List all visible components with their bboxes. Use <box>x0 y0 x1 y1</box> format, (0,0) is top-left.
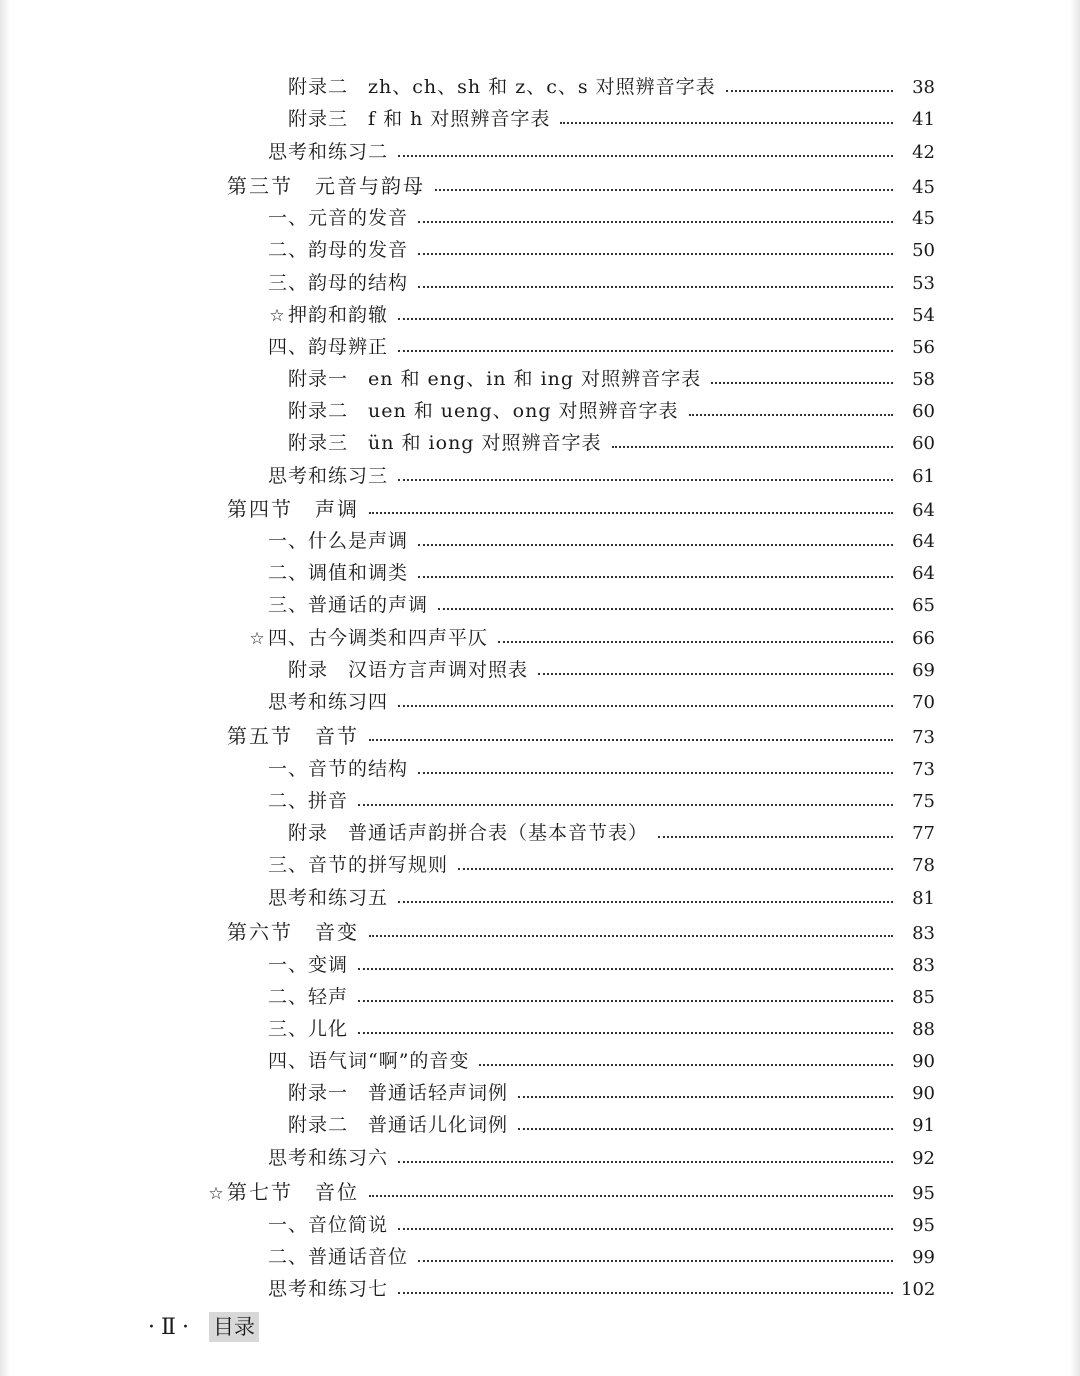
toc-appendix-entry <box>266 70 935 104</box>
toc-appendix-entry <box>266 362 935 396</box>
toc-entry-title: 一、元音的发音 <box>268 207 409 229</box>
toc-entry-title: 附录二 zh、ch、sh 和 z、c、s 对照辨音字表 <box>288 76 716 98</box>
toc-entry-title: 三、儿化 <box>268 1018 349 1040</box>
toc-page-number: 78 <box>912 855 935 876</box>
star-icon: ☆ <box>249 629 265 649</box>
toc-entry <box>246 135 935 169</box>
dot-leader <box>518 1128 893 1130</box>
dot-leader <box>418 544 893 546</box>
toc-entry <box>246 752 935 786</box>
toc-page-number: 95 <box>912 1183 935 1204</box>
toc-entry-title: 一、变调 <box>268 954 349 976</box>
dot-leader <box>418 576 893 578</box>
toc-page-number: 95 <box>912 1215 935 1236</box>
toc-entry-title: 附录三 f 和 h 对照辨音字表 <box>288 108 551 130</box>
dot-leader <box>358 968 893 970</box>
toc-page-number: 83 <box>912 955 935 976</box>
dot-leader <box>369 935 893 937</box>
toc-entry <box>246 980 935 1014</box>
dot-leader <box>369 1195 893 1197</box>
dot-leader <box>518 1096 893 1098</box>
dot-leader <box>438 608 893 610</box>
toc-appendix-entry <box>266 426 935 460</box>
toc-page-number: 53 <box>912 273 935 294</box>
dot-leader <box>612 446 893 448</box>
toc-section-entry <box>205 915 935 949</box>
toc-page-number: 70 <box>912 692 935 713</box>
dot-leader <box>398 318 893 320</box>
star-icon: ☆ <box>208 1184 224 1204</box>
toc-page-number: 102 <box>901 1279 936 1300</box>
toc-page-number: 83 <box>912 923 935 944</box>
toc-page-number: 81 <box>912 888 935 909</box>
toc-page-number: 92 <box>912 1148 935 1169</box>
toc-entry-title: 二、拼音 <box>268 790 349 812</box>
toc-entry-title: 二、韵母的发音 <box>268 239 409 261</box>
toc-entry-title: 二、调值和调类 <box>268 562 409 584</box>
dot-leader <box>358 1000 893 1002</box>
toc-entry-title: 三、音节的拼写规则 <box>268 854 449 876</box>
dot-leader <box>418 253 893 255</box>
page-footer <box>148 1312 259 1342</box>
toc-entry-title: 思考和练习六 <box>268 1147 389 1169</box>
toc-entry <box>246 881 935 915</box>
toc-section-entry <box>205 169 935 203</box>
toc-entry-title: 附录二 普通话儿化词例 <box>288 1114 509 1136</box>
toc-page-number: 60 <box>912 401 935 422</box>
toc-entry-title: 二、普通话音位 <box>268 1246 409 1268</box>
toc-page-number: 88 <box>912 1019 935 1040</box>
toc-entry-title: 附录一 en 和 eng、in 和 ing 对照辨音字表 <box>288 368 702 390</box>
dot-leader <box>398 155 893 157</box>
toc-page-number: 99 <box>912 1247 935 1268</box>
dot-leader <box>658 836 893 838</box>
toc-entry <box>246 621 935 655</box>
toc-entry-title: 思考和练习三 <box>268 465 389 487</box>
toc-page-number: 45 <box>912 208 935 229</box>
dot-leader <box>689 414 893 416</box>
toc-page-number: 64 <box>912 563 935 584</box>
toc-entry-title: 押韵和韵辙 <box>288 304 389 326</box>
toc-page-number: 58 <box>912 369 935 390</box>
page-number: ·Ⅱ· <box>148 1314 195 1340</box>
toc-page-number: 73 <box>912 759 935 780</box>
toc-entry <box>246 524 935 558</box>
toc-page-number: 38 <box>912 77 935 98</box>
toc-entry-title: 三、韵母的结构 <box>268 272 409 294</box>
toc-page-number: 69 <box>912 660 935 681</box>
toc-entry-title: 思考和练习二 <box>268 141 389 163</box>
dot-leader <box>418 286 893 288</box>
toc-section-entry <box>205 492 935 526</box>
toc-entry-title: 第五节 音节 <box>227 724 359 748</box>
dot-leader <box>398 1161 893 1163</box>
toc-entry-title: 四、语气词“啊”的音变 <box>268 1050 470 1072</box>
toc-entry <box>246 784 935 818</box>
toc-page-number: 61 <box>912 466 935 487</box>
toc-entry-title: 一、什么是声调 <box>268 530 409 552</box>
toc-page-number: 42 <box>912 142 935 163</box>
toc-entry <box>246 1044 935 1078</box>
toc-page-number: 91 <box>912 1115 935 1136</box>
toc-page-number: 77 <box>912 823 935 844</box>
toc-appendix-entry <box>266 653 935 687</box>
toc-page-number: 60 <box>912 433 935 454</box>
dot-leader <box>398 705 893 707</box>
dot-leader <box>358 1032 893 1034</box>
toc-entry-title: 附录 普通话声韵拼合表（基本音节表） <box>288 822 649 844</box>
dot-leader <box>458 868 893 870</box>
toc-entry-title: 第七节 音位 <box>227 1180 359 1204</box>
dot-leader <box>398 350 893 352</box>
dot-leader <box>398 1228 893 1230</box>
toc-entry <box>246 1240 935 1274</box>
toc-page-number: 41 <box>912 109 935 130</box>
dot-leader <box>398 1292 893 1294</box>
toc-entry-title: 附录 汉语方言声调对照表 <box>288 659 529 681</box>
toc-appendix-entry <box>266 1108 935 1142</box>
dot-leader <box>726 90 893 92</box>
dot-leader <box>398 479 893 481</box>
toc-entry-title: 四、古今调类和四声平仄 <box>268 627 489 649</box>
toc-entry <box>246 330 935 364</box>
toc-entry <box>246 1012 935 1046</box>
toc-page-number: 64 <box>912 531 935 552</box>
toc-appendix-entry <box>266 1076 935 1110</box>
dot-leader <box>560 122 893 124</box>
toc-entry-title: 一、音节的结构 <box>268 758 409 780</box>
toc-entry <box>246 1272 935 1306</box>
toc-entry-title: 一、音位简说 <box>268 1214 389 1236</box>
toc-page-number: 73 <box>912 727 935 748</box>
toc-entry-title: 四、韵母辨正 <box>268 336 389 358</box>
dot-leader <box>418 772 893 774</box>
toc-page-number: 56 <box>912 337 935 358</box>
toc-entry-title: 思考和练习四 <box>268 691 389 713</box>
toc-page-number: 45 <box>912 177 935 198</box>
dot-leader <box>538 673 893 675</box>
page-edge-right <box>1070 0 1080 1376</box>
toc-page-number: 85 <box>912 987 935 1008</box>
toc-entry <box>246 556 935 590</box>
toc-page-number: 75 <box>912 791 935 812</box>
footer-section-title: 目录 <box>209 1312 259 1342</box>
toc-page-number: 90 <box>912 1051 935 1072</box>
toc-entry <box>246 848 935 882</box>
dot-leader <box>369 739 893 741</box>
toc-section-entry <box>205 719 935 753</box>
toc-page-number: 64 <box>912 500 935 521</box>
toc-entry <box>246 201 935 235</box>
toc-entry <box>246 1208 935 1242</box>
dot-leader <box>479 1064 893 1066</box>
toc-entry <box>246 1141 935 1175</box>
toc-appendix-entry <box>266 394 935 428</box>
toc-entry-title: 第四节 声调 <box>227 497 359 521</box>
star-icon: ☆ <box>269 306 285 326</box>
toc-entry <box>246 459 935 493</box>
toc-entry-title: 第六节 音变 <box>227 920 359 944</box>
toc-entry <box>246 588 935 622</box>
toc-page-number: 65 <box>912 595 935 616</box>
toc-entry-title: 三、普通话的声调 <box>268 594 429 616</box>
toc-entry-title: 附录三 ün 和 iong 对照辨音字表 <box>288 432 602 454</box>
dot-leader <box>498 641 893 643</box>
toc-entry-title: 二、轻声 <box>268 986 349 1008</box>
toc-entry-title: 附录二 uen 和 ueng、ong 对照辨音字表 <box>288 400 679 422</box>
toc-entry-title: 附录一 普通话轻声词例 <box>288 1082 509 1104</box>
toc-entry-title: 第三节 元音与韵母 <box>227 174 425 198</box>
toc-entry <box>246 233 935 267</box>
toc-appendix-entry <box>266 102 935 136</box>
dot-leader <box>358 804 893 806</box>
toc-page-number: 50 <box>912 240 935 261</box>
toc-entry <box>246 266 935 300</box>
toc-page-number: 54 <box>912 305 935 326</box>
toc-entry-title: 思考和练习七 <box>268 1278 389 1300</box>
toc-section-entry <box>205 1175 935 1209</box>
dot-leader <box>711 382 893 384</box>
dot-leader <box>369 512 893 514</box>
toc-appendix-entry <box>266 816 935 850</box>
toc-entry <box>246 685 935 719</box>
toc-appendix-entry <box>266 298 935 332</box>
dot-leader <box>418 1260 893 1262</box>
toc-entry <box>246 948 935 982</box>
dot-leader <box>418 221 893 223</box>
dot-leader <box>398 901 893 903</box>
toc-page-number: 90 <box>912 1083 935 1104</box>
dot-leader <box>435 189 893 191</box>
toc-page-number: 66 <box>912 628 935 649</box>
toc-entry-title: 思考和练习五 <box>268 887 389 909</box>
page-edge-left <box>0 0 10 1376</box>
